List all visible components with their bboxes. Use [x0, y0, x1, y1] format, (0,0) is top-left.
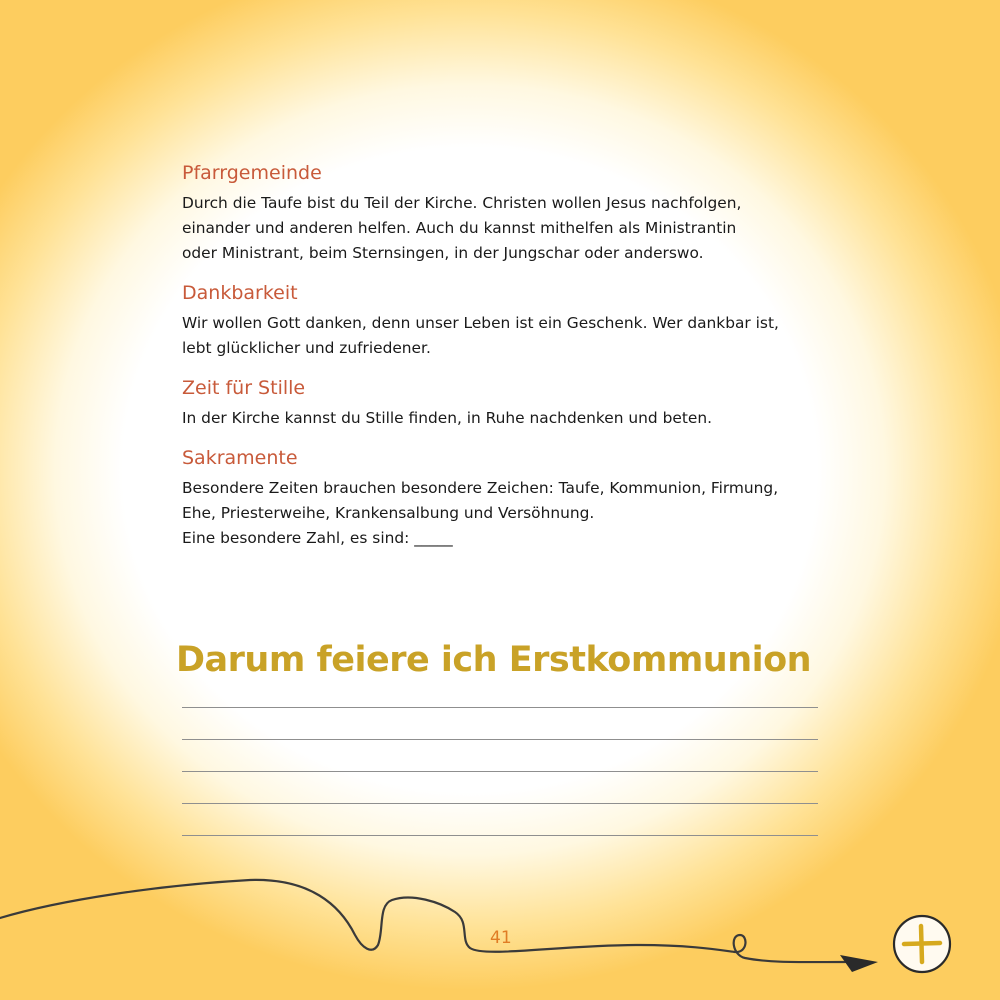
section-body: Wir wollen Gott danken, denn unser Leben ist ein Geschenk. Wer dankbar ist, lebt glücklicher und zufriedener. [182, 314, 779, 357]
section-heading: Zeit für Stille [182, 377, 306, 399]
section-heading: Sakramente [182, 447, 298, 469]
section-body: In der Kirche kannst du Stille finden, in Ruhe nachdenken und beten. [182, 409, 712, 427]
page-number: 41 [490, 928, 512, 948]
section-heading: Pfarrgemeinde [182, 162, 322, 184]
section-heading: Dankbarkeit [182, 282, 298, 304]
section-body: Besondere Zeiten brauchen besondere Zeichen: Taufe, Kommunion, Firmung, Ehe, Priesterweihe, Krankensalbung und Versöhnung. Eine besondere Zahl, es sind: _____ [182, 479, 779, 547]
page-title: Darum feiere ich Erstkommunion [176, 640, 812, 680]
section-body: Durch die Taufe bist du Teil der Kirche. Christen wollen Jesus nachfolgen, einander und anderen helfen. Auch du kannst mithelfen als Ministrantin oder Ministrant, beim Sternsingen, in der Jungschar oder anderswo. [182, 194, 742, 262]
